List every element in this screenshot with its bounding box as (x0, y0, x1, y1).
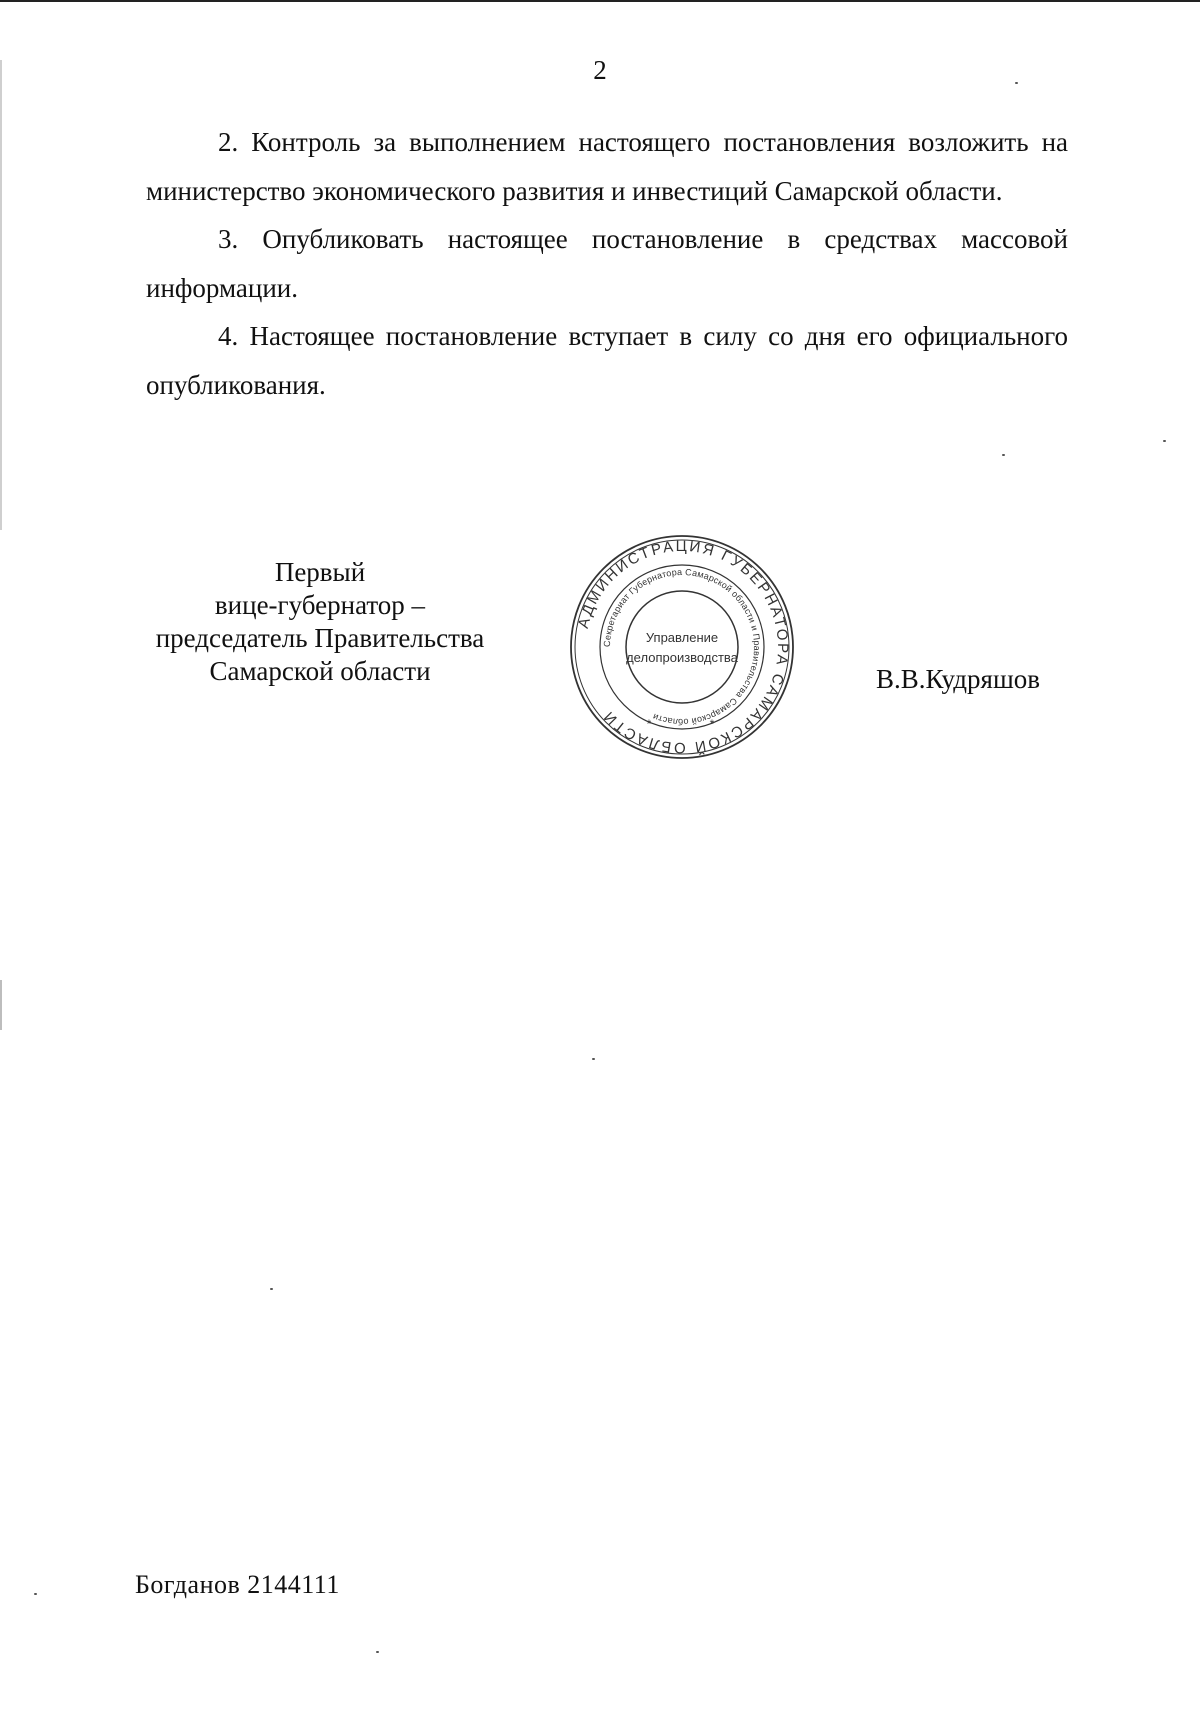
page-number: 2 (593, 55, 607, 85)
position-line: Самарской области (209, 656, 431, 686)
seal-inner-ring-text: Секретариат Губернатора Самарской области и Правительства Самарской области (601, 566, 763, 728)
position-line: председатель Правительства (155, 623, 485, 653)
scan-left-edge-mark (0, 980, 2, 1030)
scan-speck (34, 1593, 37, 1595)
position-line: вице-губернатор – (214, 590, 426, 620)
official-seal-stamp (567, 532, 797, 762)
scan-speck (376, 1651, 379, 1653)
executor-contact: Богданов 2144111 (135, 1570, 340, 1599)
seal-outer-text: АДМИНИСТРАЦИЯ ГУБЕРНАТОРА САМАРСКОЙ ОБЛАСТИ (574, 537, 792, 757)
seal-middle-ring (600, 565, 764, 729)
seal-center-line2: делопроизводства (626, 650, 738, 665)
seal-inner-ring (626, 591, 738, 703)
signatory-position (120, 556, 520, 688)
scan-speck (1015, 82, 1018, 84)
paragraph-2: 2. Контроль за выполнением настоящего постановления возложить на министерство экономического развития и инвестиций Самарской области. (146, 127, 1068, 206)
scan-speck (592, 1058, 595, 1060)
paragraph-4: 4. Настоящее постановление вступает в силу со дня его официального опубликования. (146, 321, 1068, 400)
scan-speck (1002, 454, 1005, 456)
scan-left-edge (0, 60, 2, 530)
seal-star-icon: * (709, 717, 715, 731)
signatory-name: В.В.Кудряшов (876, 664, 1040, 694)
scan-speck (1163, 440, 1166, 442)
scan-top-edge (0, 0, 1200, 2)
scan-speck (270, 1288, 273, 1290)
seal-center-line1: Управление (645, 630, 719, 645)
seal-star-icon: * (646, 717, 652, 731)
paragraph-3: 3. Опубликовать настоящее постановление в средствах массовой информации. (146, 224, 1068, 303)
position-line: Первый (274, 557, 366, 587)
document-body (146, 118, 1068, 409)
